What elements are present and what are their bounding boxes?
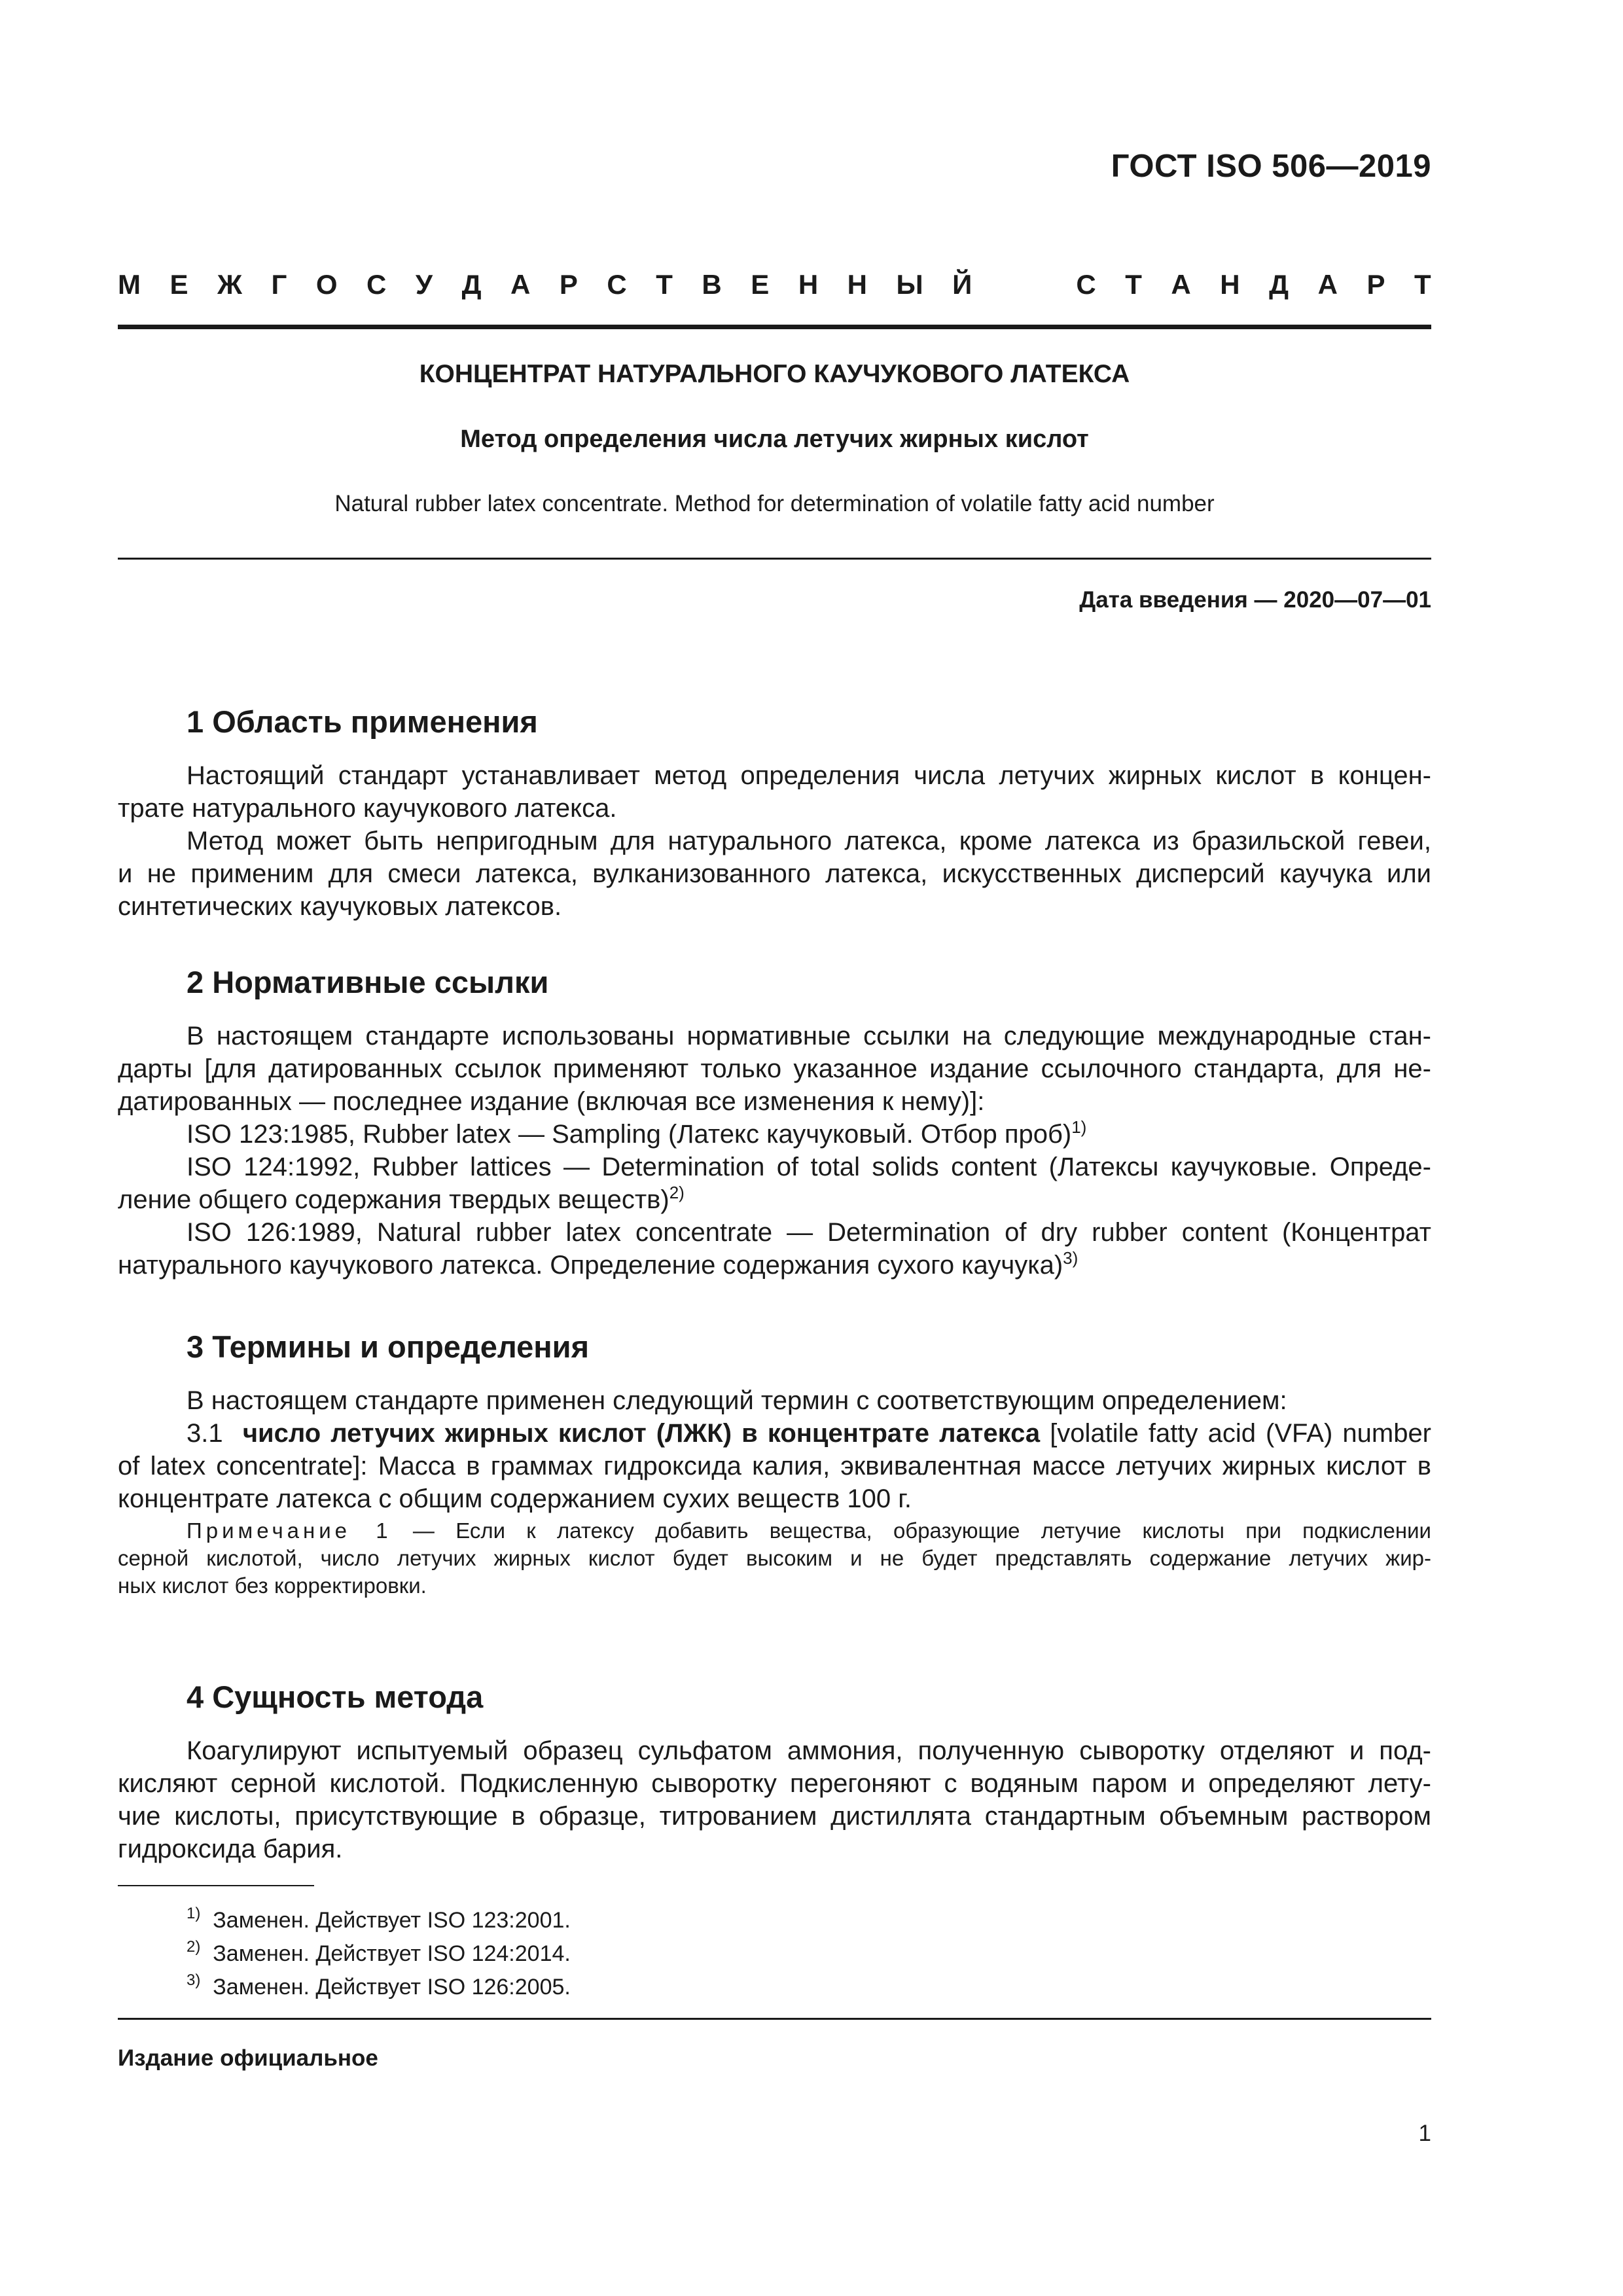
interstate-standard-banner [118, 265, 1431, 304]
banner-letter: Е [169, 269, 188, 300]
text-line: концентрате латекса с общим содержанием сухих веществ 100 г. [118, 1484, 912, 1513]
text-line: of latex concentrate]: Масса в граммах гидроксида калия, эквивалентная массе летучих жирных кислот в [118, 1452, 1431, 1480]
text-line: дарты [для датированных ссылок применяют только указанное издание ссылочного стандарта, для не- [118, 1054, 1431, 1083]
section-3-body [118, 1384, 1431, 1515]
footnote-text: Заменен. Действует ISO 124:2014. [213, 1941, 571, 1966]
section-1-heading: 1 Область применения [187, 704, 538, 739]
text-line: трате натурального каучукового латекса. [118, 794, 617, 823]
footnote-3 [187, 1971, 571, 2000]
page-number: 1 [1418, 2121, 1431, 2146]
banner-letter: Т [656, 269, 673, 300]
footer-divider [118, 2018, 1431, 2020]
section-1-body [118, 759, 1431, 923]
reference-text: ление общего содержания твердых веществ) [118, 1185, 669, 1214]
reference-text: натурального каучукового латекса. Определение содержания сухого каучука) [118, 1251, 1063, 1280]
banner-letter: Й [952, 269, 972, 300]
header-divider [118, 325, 1431, 329]
text-line: В настоящем стандарте применен следующий термин с соответствующим определением: [187, 1386, 1287, 1415]
term-name: число летучих жирных кислот (ЛЖК) в концентрате латекса [242, 1419, 1041, 1448]
official-edition-label: Издание официальное [118, 2045, 378, 2071]
reference-iso-126 [118, 1249, 1431, 1282]
section-4-body [118, 1734, 1431, 1865]
banner-letter: Н [847, 269, 868, 300]
footnote-mark: 3) [187, 1971, 201, 1989]
note-line [118, 1517, 1431, 1545]
note-line: ных кислот без корректировки. [118, 1573, 427, 1598]
banner-letter: Д [1269, 269, 1289, 300]
section-3-note [118, 1517, 1431, 1600]
text-line: ISO 126:1989, Natural rubber latex concentrate — Determination of dry rubber content (Концентрат [187, 1218, 1431, 1247]
text-line: синтетических каучуковых латексов. [118, 892, 562, 921]
section-3-heading: 3 Термины и определения [187, 1329, 589, 1364]
banner-letter: У [415, 269, 433, 300]
text-line: Метод может быть непригодным для натурального латекса, кроме латекса из бразильской гевеи, [187, 827, 1431, 855]
banner-letter: С [1076, 269, 1096, 300]
banner-letter: Е [751, 269, 770, 300]
section-2-heading: 2 Нормативные ссылки [187, 965, 549, 999]
term-english: [volatile fatty acid (VFA) number [1050, 1419, 1432, 1448]
footnote-2 [187, 1938, 571, 1967]
banner-letter: Т [1414, 269, 1431, 300]
footnote-mark: 1) [1071, 1117, 1087, 1137]
banner-letter: Г [271, 269, 287, 300]
text-line: кисляют серной кислотой. Подкисленную сыворотку перегоняют с водяным паром и определяют лету- [118, 1769, 1431, 1798]
banner-letter: О [315, 269, 338, 300]
banner-letter: В [702, 269, 722, 300]
banner-letter: Н [1220, 269, 1240, 300]
footnote-text: Заменен. Действует ISO 126:2005. [213, 1975, 571, 2000]
banner-letter: Р [1366, 269, 1385, 300]
document-code: ГОСТ ISO 506—2019 [1111, 149, 1431, 184]
text-line: ISO 124:1992, Rubber lattices — Determination of total solids content (Латексы каучуковые. Опреде- [187, 1153, 1431, 1181]
footnote-text: Заменен. Действует ISO 123:2001. [213, 1908, 571, 1933]
banner-letter: Н [798, 269, 819, 300]
banner-letter: С [366, 269, 387, 300]
note-text: — Если к латексу добавить вещества, образующие летучие кислоты при подкислении [391, 1518, 1431, 1543]
footnote-mark: 2) [669, 1183, 685, 1202]
text-line: чие кислоты, присутствующие в образце, титрованием дистиллята стандартным объемным раствором [118, 1802, 1431, 1831]
banner-letter: Р [559, 269, 578, 300]
banner-letter: М [118, 269, 141, 300]
banner-letter: А [1171, 269, 1191, 300]
footnote-mark: 2) [187, 1938, 201, 1956]
footnote-1 [187, 1905, 571, 1933]
term-definition-line [118, 1417, 1431, 1450]
reference-iso-123 [118, 1118, 1431, 1151]
reference-text: ISO 123:1985, Rubber latex — Sampling (Латекс каучуковый. Отбор проб) [187, 1120, 1072, 1149]
note-line: серной кислотой, число летучих жирных кислот будет высоким и не будет представлять содержание летучих жир- [118, 1546, 1431, 1570]
document-title: КОНЦЕНТРАТ НАТУРАЛЬНОГО КАУЧУКОВОГО ЛАТЕКСА [419, 360, 1130, 388]
document-subtitle: Метод определения числа летучих жирных кислот [460, 425, 1089, 453]
text-line: датированных — последнее издание (включая все изменения к нему)]: [118, 1087, 985, 1116]
footnote-mark: 3) [1063, 1248, 1079, 1268]
banner-letter: Т [1125, 269, 1142, 300]
banner-letter: Ж [217, 269, 243, 300]
term-number: 3.1 [187, 1419, 223, 1448]
banner-letter: А [1317, 269, 1338, 300]
note-label: Примечание 1 [187, 1518, 392, 1543]
document-title-english: Natural rubber latex concentrate. Method for determination of volatile fatty acid number [334, 491, 1215, 516]
section-4-heading: 4 Сущность метода [187, 1679, 484, 1714]
text-line: и не применим для смеси латекса, вулканизованного латекса, искусственных дисперсий каучука или [118, 859, 1431, 888]
text-line: гидроксида бария. [118, 1835, 343, 1863]
introduction-date: Дата введения — 2020—07—01 [1079, 587, 1431, 613]
banner-letter: Д [461, 269, 482, 300]
banner-letter: Ы [896, 269, 923, 300]
title-divider [118, 558, 1431, 560]
footnote-separator [118, 1885, 314, 1886]
text-line: В настоящем стандарте использованы нормативные ссылки на следующие международные стан- [187, 1022, 1431, 1050]
text-line: Настоящий стандарт устанавливает метод определения числа летучих жирных кислот в концен- [187, 761, 1431, 790]
banner-letter: С [607, 269, 627, 300]
footnote-mark: 1) [187, 1905, 201, 1922]
text-line: Коагулируют испытуемый образец сульфатом аммония, полученную сыворотку отделяют и под- [187, 1736, 1431, 1765]
banner-letter: А [510, 269, 531, 300]
reference-iso-124 [118, 1183, 1431, 1216]
section-2-body [118, 1020, 1431, 1282]
